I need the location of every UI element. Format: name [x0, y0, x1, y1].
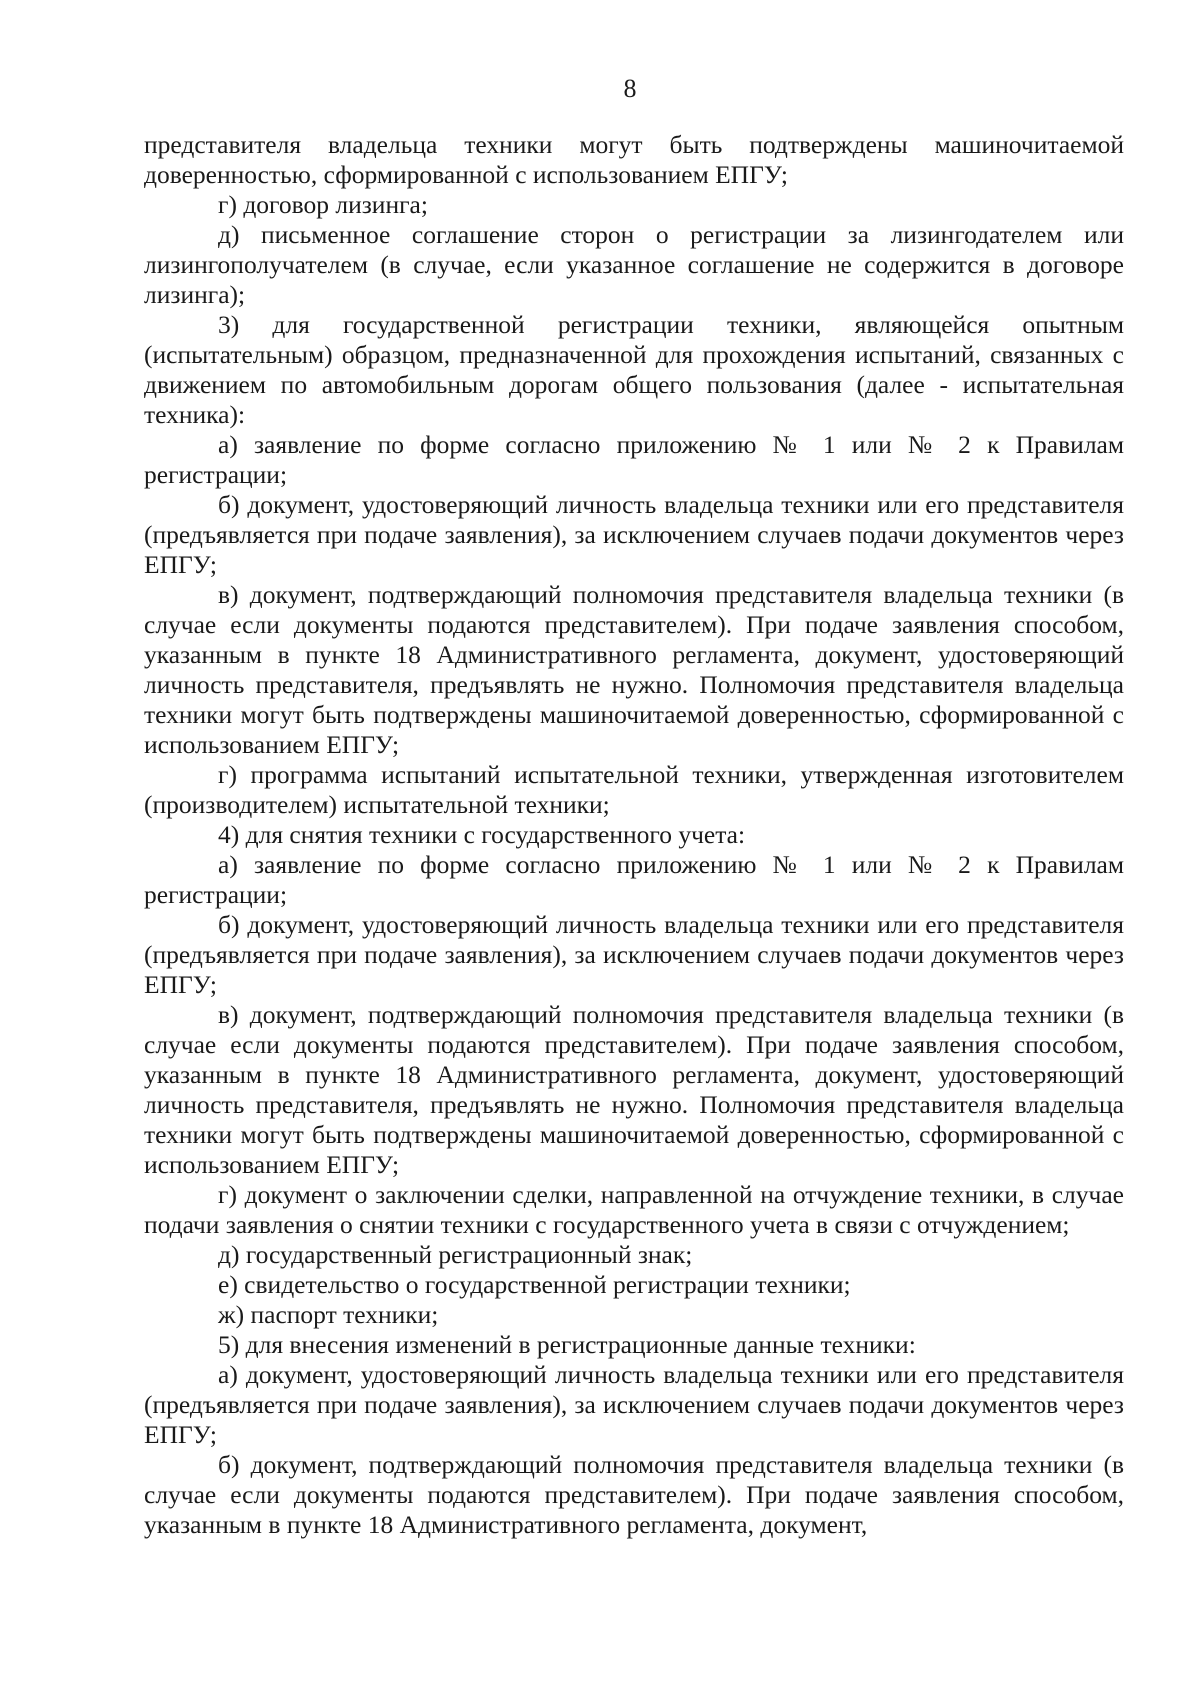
paragraph: 5) для внесения изменений в регистрационные данные техники:	[218, 1330, 916, 1359]
paragraph: д) государственный регистрационный знак;	[218, 1240, 693, 1269]
paragraph: а) документ, удостоверяющий личность владельца техники или его представителя (предъявляется при подаче заявления), за исключением случаев подачи документов через ЕПГУ;	[144, 1360, 1124, 1449]
paragraph: а) заявление по форме согласно приложению № 1 или № 2 к Правилам регистрации;	[144, 850, 1124, 909]
paragraph: в) документ, подтверждающий полномочия представителя владельца техники (в случае если документы подаются представителем). При подаче заявления способом, указанным в пункте 18 Административного регламента, документ, удостоверяющий личность представителя, предъявлять не нужно. Полномочия представителя владельца техники могут быть подтверждены машиночитаемой доверенностью, сформированной с использованием ЕПГУ;	[144, 1000, 1124, 1179]
paragraph: д) письменное соглашение сторон о регистрации за лизингодателем или лизингополучателем (в случае, если указанное соглашение не содержится в договоре лизинга);	[144, 220, 1124, 309]
paragraph: б) документ, удостоверяющий личность владельца техники или его представителя (предъявляется при подаче заявления), за исключением случаев подачи документов через ЕПГУ;	[144, 910, 1124, 999]
paragraph: ж) паспорт техники;	[218, 1300, 439, 1329]
paragraph: представителя владельца техники могут быть подтверждены машиночитаемой доверенностью, сформированной с использованием ЕПГУ;	[144, 130, 1124, 189]
paragraph: б) документ, удостоверяющий личность владельца техники или его представителя (предъявляется при подаче заявления), за исключением случаев подачи документов через ЕПГУ;	[144, 490, 1124, 579]
paragraph: 3) для государственной регистрации техники, являющейся опытным (испытательным) образцом, предназначенной для прохождения испытаний, связанных с движением по автомобильным дорогам общего пользования (далее - испытательная техника):	[144, 310, 1124, 429]
page-number: 8	[623, 74, 637, 103]
paragraph: е) свидетельство о государственной регистрации техники;	[218, 1270, 851, 1299]
paragraph: г) договор лизинга;	[218, 190, 428, 219]
paragraph: б) документ, подтверждающий полномочия представителя владельца техники (в случае если документы подаются представителем). При подаче заявления способом, указанным в пункте 18 Административного регламента, документ,	[144, 1450, 1124, 1539]
document-body	[144, 130, 1124, 1540]
paragraph: г) программа испытаний испытательной техники, утвержденная изготовителем (производителем) испытательной техники;	[144, 760, 1124, 819]
paragraph: г) документ о заключении сделки, направленной на отчуждение техники, в случае подачи заявления о снятии техники с государственного учета в связи с отчуждением;	[144, 1180, 1124, 1239]
paragraph: а) заявление по форме согласно приложению № 1 или № 2 к Правилам регистрации;	[144, 430, 1124, 489]
paragraph: 4) для снятия техники с государственного учета:	[218, 820, 746, 849]
paragraph: в) документ, подтверждающий полномочия представителя владельца техники (в случае если документы подаются представителем). При подаче заявления способом, указанным в пункте 18 Административного регламента, документ, удостоверяющий личность представителя, предъявлять не нужно. Полномочия представителя владельца техники могут быть подтверждены машиночитаемой доверенностью, сформированной с использованием ЕПГУ;	[144, 580, 1124, 759]
